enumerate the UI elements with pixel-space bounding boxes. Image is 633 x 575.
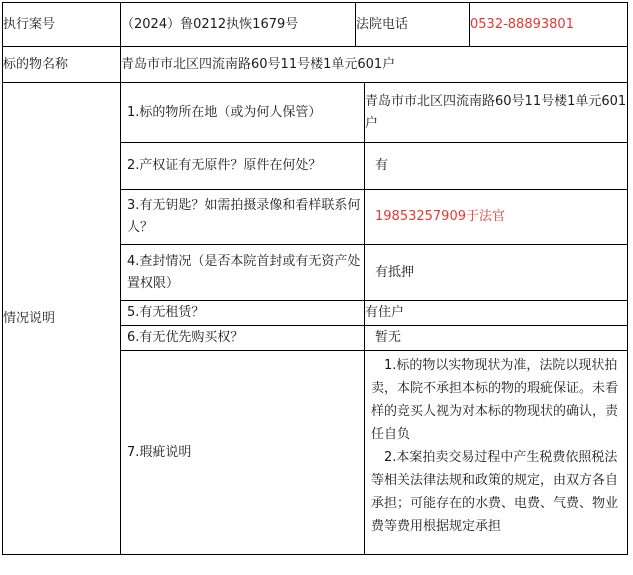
info-table (2, 2, 628, 555)
defects-paragraph-2: 2.本案拍卖交易过程中产生税费依照税法等相关法律法规和政策的规定，由双方各自承担；可能存在的水费、电费、气费、物业费等费用根据规定承担 (371, 449, 619, 534)
question-title-deed (121, 143, 365, 190)
answer-defects (365, 351, 628, 555)
case-number-value: （2024）鲁0212执恢1679号 (121, 3, 356, 47)
question-location-text: 1.标的物所在地（或为何人保管） (127, 104, 322, 120)
court-phone-value: 0532-88893801 (470, 3, 628, 47)
question-keys-text: 3.有无钥匙？如需拍摄录像和看样联系何人？ (127, 198, 361, 235)
answer-preemption (365, 326, 628, 351)
question-seizure-text: 4.查封情况（是否本院首封或有无资产处置权限） (127, 253, 361, 291)
answer-seizure-text: 有抵押 (375, 264, 415, 280)
question-defects-text: 7.瑕疵说明 (127, 444, 192, 460)
question-lease-text: 5.有无租赁？ (127, 305, 205, 320)
question-seizure (121, 245, 365, 301)
defects-text-block (365, 352, 627, 554)
answer-preemption-text: 暂无 (375, 330, 402, 345)
court-phone-label: 法院电话 (356, 3, 470, 47)
question-preemption-text: 6.有无优先购买权？ (127, 330, 244, 345)
question-lease (121, 301, 365, 326)
question-location (121, 83, 365, 143)
defects-paragraph-1: 1.标的物以实物现状为准，法院以现状拍卖，本院不承担本标的物的瑕疵保证。未看样的竞买人视为对本标的物现状的确认，责任自负 (371, 357, 619, 442)
situation-label: 情况说明 (3, 83, 121, 555)
subject-value: 青岛市市北区四流南路60号11号楼1单元601户 (121, 47, 628, 83)
answer-keys-text: 19853257909于法官 (375, 209, 505, 224)
answer-lease: 有住户 (365, 301, 628, 326)
case-number-label: 执行案号 (3, 3, 121, 47)
case-row (3, 3, 628, 47)
question-defects (121, 351, 365, 555)
answer-seizure (365, 245, 628, 301)
answer-title-deed-text: 有 (375, 158, 389, 173)
question-preemption (121, 326, 365, 351)
subject-row (3, 47, 628, 83)
answer-keys (365, 190, 628, 245)
question-keys (121, 190, 365, 245)
answer-location: 青岛市市北区四流南路60号11号楼1单元601户 (365, 83, 628, 143)
situation-row-1 (3, 83, 628, 143)
question-title-deed-text: 2.产权证有无原件？原件在何处？ (127, 158, 322, 173)
answer-title-deed (365, 143, 628, 190)
subject-label: 标的物名称 (3, 47, 121, 83)
